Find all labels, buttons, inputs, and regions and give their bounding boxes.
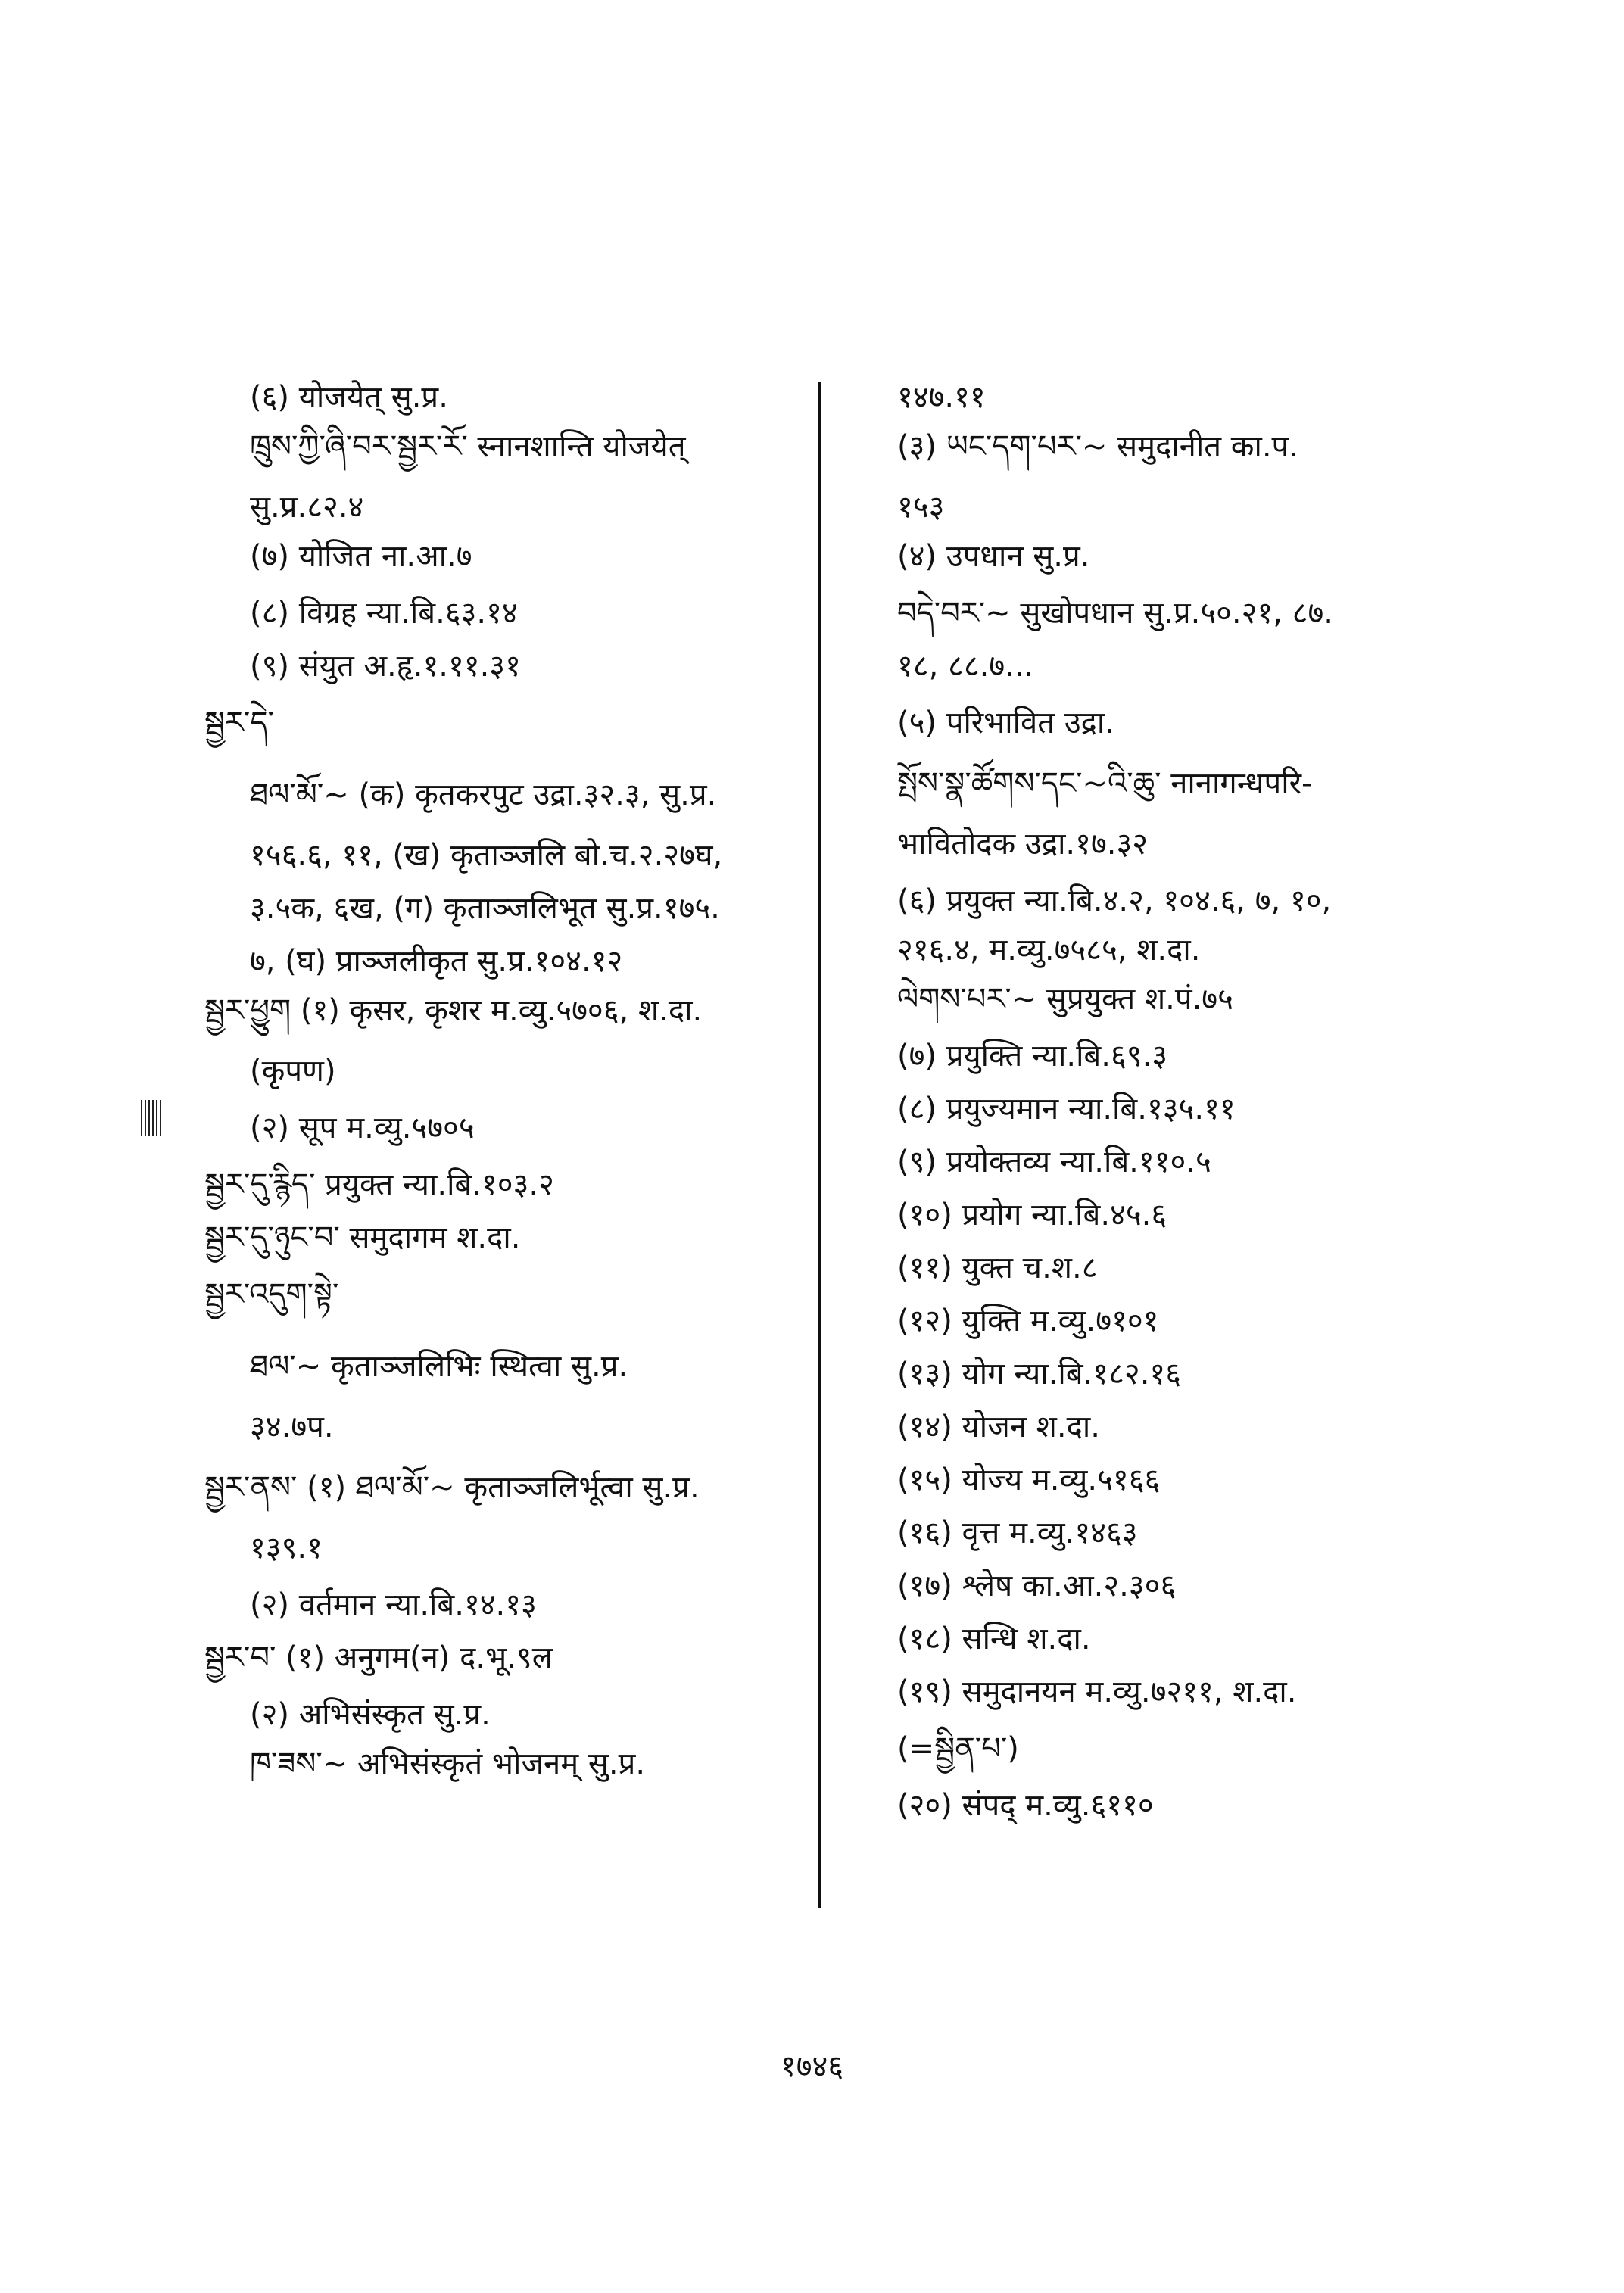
entry-line: སྦྱར་ནས་ (१) ཐལ་མོ་~ कृताञ्जलिर्भूत्वा सु.प्र.	[204, 1470, 700, 1505]
entry-line: ཐལ་~ कृताञ्जलिभिः स्थित्वा सु.प्र.	[250, 1349, 628, 1384]
entry-line: (९) संयुत अ.हृ.१.११.३१	[250, 649, 521, 684]
entry-line: ३४.७प.	[250, 1410, 334, 1444]
entry-line: སྦྱར་འདུག་སྟེ་	[204, 1277, 339, 1312]
scan-mark	[141, 1100, 162, 1136]
entry-line: (कृपण)	[250, 1054, 336, 1089]
entry-line: སྦྱར་ཕྱུག (१) कृसर, कृशर म.व्यु.५७०६, श.दा.	[204, 993, 703, 1028]
entry-line: (११) युक्त च.श.८	[897, 1251, 1098, 1285]
entry-line: ३.५क, ६ख, (ग) कृताञ्जलिभूत सु.प्र.१७५.	[250, 891, 720, 926]
entry-line: (१२) युक्ति म.व्यु.७१०१	[897, 1304, 1159, 1338]
entry-line: भावितोदक उद्रा.१७.३२	[897, 827, 1149, 861]
entry-line: སྦྱར་བ་ (१) अनुगम(न) द.भू.९ल	[204, 1640, 553, 1675]
entry-line: (६) प्रयुक्त न्या.बि.४.२, १०४.६, ७, १०,	[897, 883, 1332, 918]
entry-line: ཁྲུས་ཀྱི་ཞི་བར་སྦྱར་རོ་ स्नानशान्ति योजयेत्	[250, 429, 686, 464]
entry-line: (८) प्रयुज्यमान न्या.बि.१३५.११	[897, 1092, 1236, 1126]
entry-line: (७) योजित ना.आ.७	[250, 539, 472, 574]
entry-line: १४७.११	[897, 380, 986, 415]
entry-line: १८, ८८.७...	[897, 649, 1034, 684]
entry-line: (२) अभिसंस्कृत सु.प्र.	[250, 1697, 491, 1732]
entry-line: (१४) योजन श.दा.	[897, 1410, 1100, 1444]
entry-line: སྦྱར་དེ་	[204, 706, 274, 740]
entry-line: (=སྦྱིན་པ་)	[897, 1731, 1019, 1766]
entry-line: (५) परिभावित उद्रा.	[897, 706, 1114, 740]
entry-line: (१५) योज्य म.व्यु.५१६६	[897, 1463, 1161, 1497]
entry-line: སྤོས་སྣ་ཚོགས་དང་~འི་ཆུ་ नानागन्धपरि-	[897, 766, 1313, 801]
entry-line: སྦྱར་དུ་རྙིད་ प्रयुक्त न्या.बि.१०३.२	[204, 1167, 554, 1202]
entry-line: ལེགས་པར་~ सुप्रयुक्त श.पं.७५	[897, 982, 1233, 1017]
entry-line: (१०) प्रयोग न्या.बि.४५.६	[897, 1198, 1167, 1232]
entry-line: २१६.४, म.व्यु.७५८५, श.दा.	[897, 933, 1201, 967]
entry-line: ཐལ་མོ་~ (क) कृतकरपुट उद्रा.३२.३, सु.प्र.	[250, 777, 717, 812]
entry-line: (१७) श्लेष का.आ.२.३०६	[897, 1569, 1177, 1603]
page-number: १७४६	[780, 2049, 844, 2084]
entry-line: (८) विग्रह न्या.बि.६३.१४	[250, 596, 518, 631]
entry-line: (१९) समुदानयन म.व्यु.७२११, श.दा.	[897, 1675, 1297, 1709]
entry-line: (१३) योग न्या.बि.१८२.१६	[897, 1357, 1182, 1391]
entry-line: १३९.१	[250, 1531, 323, 1566]
entry-line: १५३	[897, 490, 945, 525]
entry-line: ७, (घ) प्राञ्जलीकृत सु.प्र.१०४.१२	[250, 944, 623, 979]
entry-line: ཁ་ཟས་~ अभिसंस्कृतं भोजनम् सु.प्र.	[250, 1746, 646, 1781]
entry-line: (६) योजयेत् सु.प्र.	[250, 380, 448, 415]
entry-line: (२) सूप म.व्यु.५७०५	[250, 1111, 475, 1145]
entry-line: १५६.६, ११, (ख) कृताञ्जलि बो.च.२.२७घ,	[250, 838, 723, 873]
entry-line: (२०) संपद् म.व्यु.६११०	[897, 1788, 1154, 1823]
column-divider	[818, 382, 821, 1908]
entry-line: སྦྱར་དུ་ཉུང་བ་ समुदागम श.दा.	[204, 1220, 521, 1255]
entry-line: (२) वर्तमान न्या.बि.१४.१३	[250, 1587, 537, 1622]
entry-line: བདེ་བར་~ सुखोपधान सु.प्र.५०.२१, ८७.	[897, 596, 1333, 631]
entry-line: (१६) वृत्त म.व्यु.१४६३	[897, 1516, 1138, 1550]
entry-line: (७) प्रयुक्ति न्या.बि.६९.३	[897, 1039, 1168, 1073]
entry-line: (९) प्रयोक्तव्य न्या.बि.११०.५	[897, 1145, 1211, 1179]
entry-line: सु.प्र.८२.४	[250, 490, 364, 525]
entry-line: (३) ཡང་དག་པར་~ समुदानीत का.प.	[897, 429, 1298, 464]
entry-line: (४) उपधान सु.प्र.	[897, 539, 1090, 574]
entry-line: (१८) सन्धि श.दा.	[897, 1622, 1091, 1656]
